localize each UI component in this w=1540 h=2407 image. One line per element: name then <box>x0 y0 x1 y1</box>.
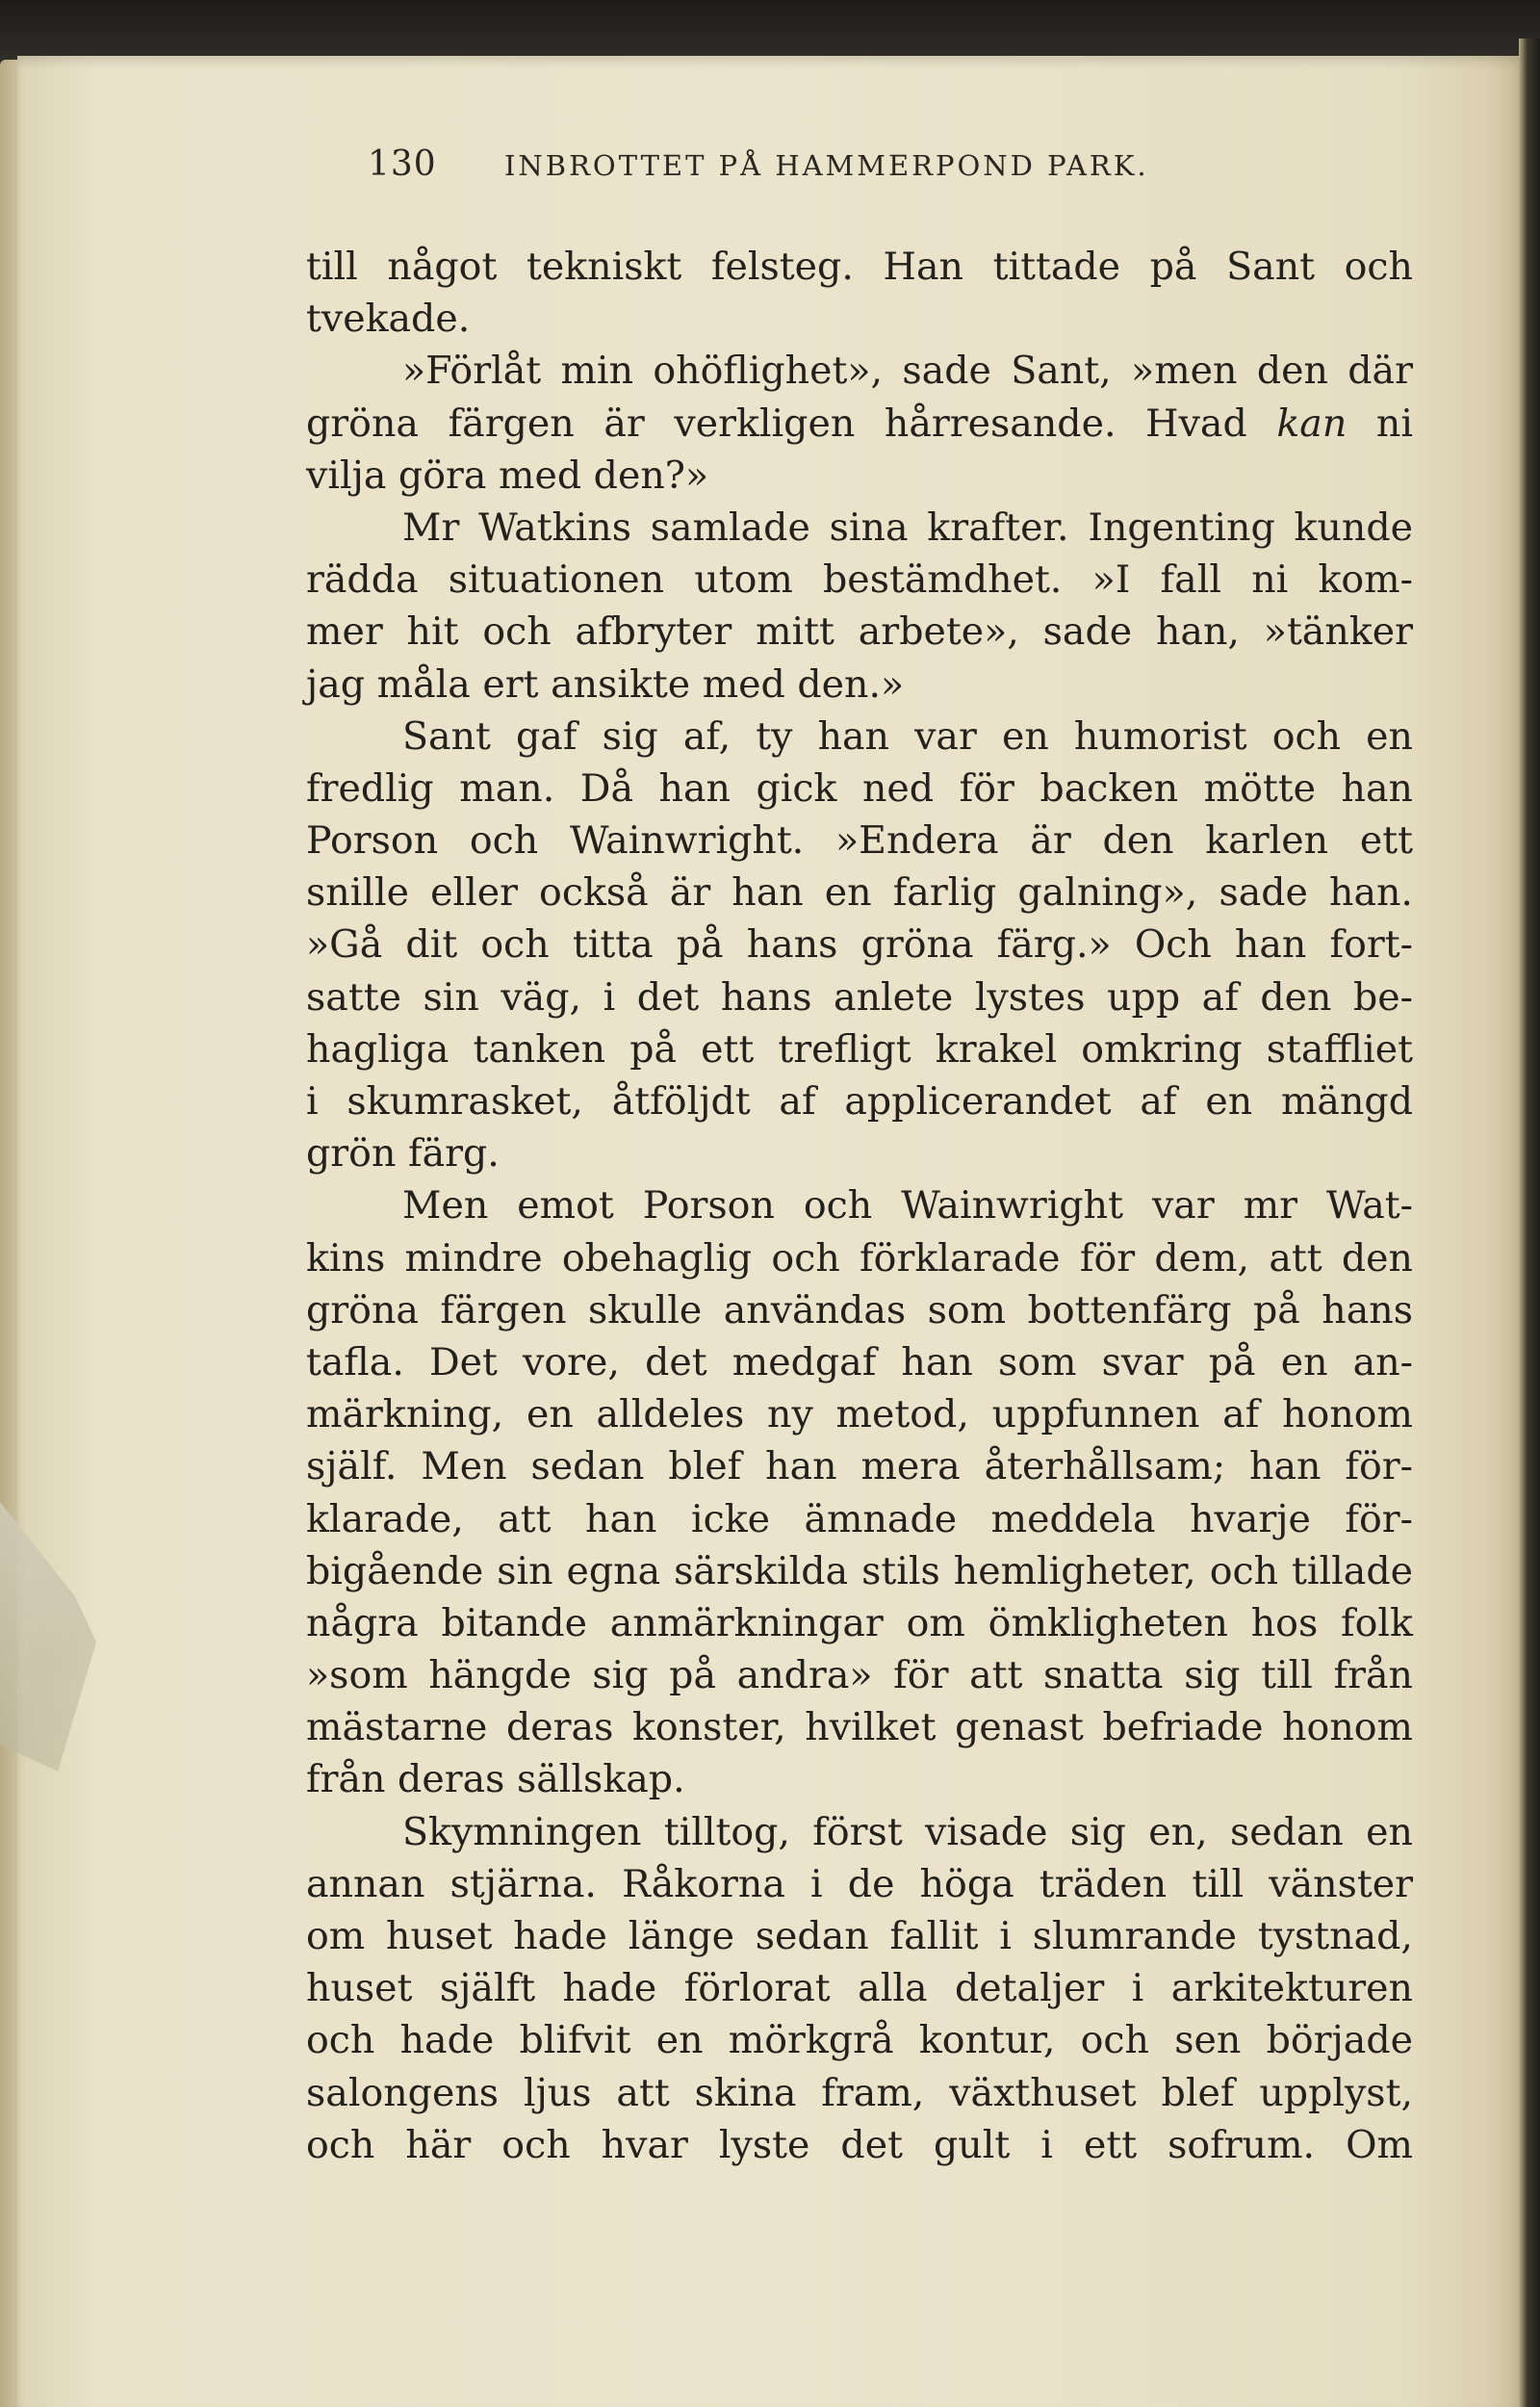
text-line: fredlig man. Då han gick ned för backen mötte han <box>306 765 1413 811</box>
text-line: från deras sällskap. <box>306 1757 685 1802</box>
text-line: mästarne deras konster, hvilket genast befriade honom <box>306 1705 1413 1750</box>
text-line: gröna färgen skulle användas som bottenfärg på hans <box>306 1287 1413 1333</box>
text-line: snille eller också är han en farlig galning», sade han. <box>306 870 1413 916</box>
text-line: Porson och Wainwright. »Endera är den karlen ett <box>306 818 1413 864</box>
text-line: till något tekniskt felsteg. Han tittade på Sant och <box>306 245 1413 289</box>
text-line: Mr Watkins samlade sina krafter. Ingenting kunde <box>402 505 1413 550</box>
text-line: och här och hvar lyste det gult i ett sofrum. Om <box>306 2122 1413 2167</box>
running-head <box>368 144 1330 184</box>
text-line: »Gå dit och titta på hans gröna färg.» Och han fort- <box>306 922 1413 968</box>
text-line: jag måla ert ansikte med den.» <box>306 661 905 707</box>
text-line: gröna färgen är verkligen hårresande. Hvad kan ni <box>306 401 1413 446</box>
text-line: själf. Men sedan blef han mera återhållsam; han för- <box>306 1444 1413 1489</box>
text-line: kins mindre obehaglig och förklarade för dem, att den <box>306 1235 1413 1281</box>
text-line: några bitande anmärkningar om ömkligheten hos folk <box>306 1600 1413 1645</box>
text-line: klarade, att han icke ämnade meddela hvarje för- <box>306 1496 1413 1541</box>
text-line: salongens ljus att skina fram, växthuset blef upplyst, <box>306 2070 1413 2115</box>
body-text <box>306 241 1413 2171</box>
running-title: INBROTTET PÅ HAMMERPOND PARK. <box>503 149 1149 182</box>
text-line: vilja göra med den?» <box>306 453 709 498</box>
text-line: »som hängde sig på andra» för att snatta sig till från <box>306 1653 1413 1698</box>
text-line: Sant gaf sig af, ty han var en humorist och en <box>402 713 1413 759</box>
text-line: märkning, en alldeles ny metod, uppfunnen af honom <box>306 1392 1413 1437</box>
text-line: om huset hade länge sedan fallit i slumrande tystnad, <box>306 1914 1413 1958</box>
text-line: tvekade. <box>306 297 471 342</box>
text-line: tafla. Det vore, det medgaf han som svar på en an- <box>306 1339 1413 1385</box>
book-spine-shadow <box>1519 39 1540 2407</box>
emphasis: kan <box>1276 401 1348 446</box>
text-line: »Förlåt min ohöflighet», sade Sant, »men den där <box>402 349 1413 394</box>
text-line: annan stjärna. Råkorna i de höga träden till vänster <box>306 1861 1413 1906</box>
text-line: grön färg. <box>306 1131 500 1177</box>
text-line: bigående sin egna särskilda stils hemligheter, och tillade <box>306 1548 1413 1593</box>
text-line: och hade blifvit en mörkgrå kontur, och sen började <box>306 2018 1413 2063</box>
text-line: i skumrasket, åtföljdt af applicerandet af en mängd <box>306 1079 1413 1124</box>
text-line: rädda situationen utom bestämdhet. »I fall ni kom- <box>306 557 1413 603</box>
page-number: 130 <box>368 144 437 184</box>
text-line: huset själft hade förlorat alla detaljer i arkitekturen <box>306 1966 1413 2011</box>
text-line: Men emot Porson och Wainwright var mr Wat- <box>402 1183 1413 1229</box>
text-line: Skymningen tilltog, först visade sig en, sedan en <box>402 1809 1413 1854</box>
text-line: satte sin väg, i det hans anlete lystes upp af den be- <box>306 974 1413 1020</box>
text-line: mer hit och afbryter mitt arbete», sade han, »tänker <box>306 609 1413 655</box>
text-line: hagliga tanken på ett trefligt krakel omkring staffliet <box>306 1026 1413 1072</box>
